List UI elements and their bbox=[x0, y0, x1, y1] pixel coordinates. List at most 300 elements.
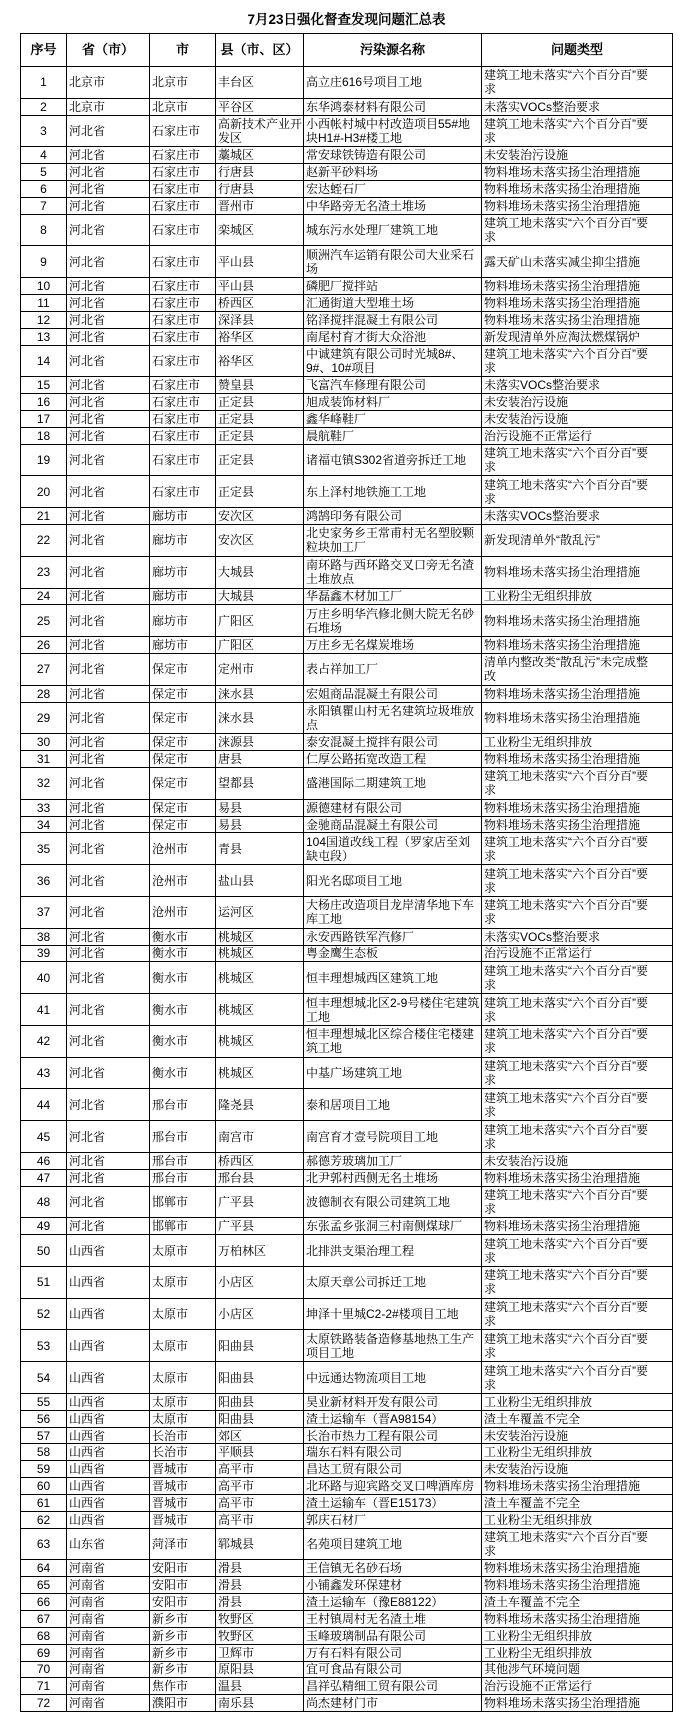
province-cell: 河北省 bbox=[67, 946, 150, 963]
city-cell: 长治市 bbox=[150, 1444, 216, 1461]
province-cell: 河北省 bbox=[67, 800, 150, 817]
source-name-cell: 恒丰理想城北区综合楼住宅楼建筑工地 bbox=[304, 1026, 482, 1058]
city-cell: 菏泽市 bbox=[150, 1529, 216, 1561]
table-row bbox=[21, 246, 673, 278]
table-row bbox=[21, 1678, 673, 1695]
source-name-cell: 渣土运输车（晋E15173） bbox=[304, 1495, 482, 1512]
row-number-cell: 57 bbox=[21, 1428, 67, 1445]
source-name-cell: 渣土运输车（豫E88122） bbox=[304, 1594, 482, 1611]
table-row bbox=[21, 1121, 673, 1153]
issue-type-cell: 未安装治污设施 bbox=[482, 147, 673, 164]
city-cell: 晋城市 bbox=[150, 1495, 216, 1512]
province-cell: 河北省 bbox=[67, 411, 150, 428]
county-cell: 广平县 bbox=[216, 1218, 304, 1235]
issue-type-cell: 渣土车覆盖不完全 bbox=[482, 1411, 673, 1428]
city-cell: 衡水市 bbox=[150, 994, 216, 1026]
source-name-cell: 汇通街道大型堆土场 bbox=[304, 295, 482, 312]
province-cell: 河北省 bbox=[67, 1153, 150, 1170]
source-name-cell: 东华鸿泰材料有限公司 bbox=[304, 99, 482, 116]
source-name-cell: 南宫育才壹号院项目工地 bbox=[304, 1121, 482, 1153]
source-name-cell: 王信镇无名砂石场 bbox=[304, 1560, 482, 1577]
row-number-cell: 28 bbox=[21, 686, 67, 703]
source-name-cell: 北排洪支渠治理工程 bbox=[304, 1235, 482, 1267]
province-cell: 河北省 bbox=[67, 865, 150, 897]
county-cell: 南宫市 bbox=[216, 1121, 304, 1153]
row-number-cell: 41 bbox=[21, 994, 67, 1026]
row-number-cell: 55 bbox=[21, 1394, 67, 1411]
city-cell: 石家庄市 bbox=[150, 329, 216, 346]
city-cell: 保定市 bbox=[150, 654, 216, 686]
table-row bbox=[21, 994, 673, 1026]
county-cell: 牧野区 bbox=[216, 1628, 304, 1645]
table-row bbox=[21, 1026, 673, 1058]
issue-type-cell: 工业粉尘无组织排放 bbox=[482, 734, 673, 751]
issue-type-cell: 建筑工地未落实“六个百分百”要求 bbox=[482, 1267, 673, 1299]
row-number-cell: 42 bbox=[21, 1026, 67, 1058]
source-name-cell: 中华路旁无名渣土堆场 bbox=[304, 198, 482, 215]
city-cell: 保定市 bbox=[150, 751, 216, 768]
table-row bbox=[21, 654, 673, 686]
county-cell: 深泽县 bbox=[216, 312, 304, 329]
county-cell: 栾城区 bbox=[216, 215, 304, 247]
row-number-cell: 23 bbox=[21, 557, 67, 589]
issue-type-cell: 治污设施不正常运行 bbox=[482, 1678, 673, 1695]
county-cell: 桃城区 bbox=[216, 1026, 304, 1058]
province-cell: 河北省 bbox=[67, 525, 150, 557]
county-cell: 桥西区 bbox=[216, 1153, 304, 1170]
row-number-cell: 36 bbox=[21, 865, 67, 897]
province-cell: 河北省 bbox=[67, 817, 150, 834]
source-name-cell: 渣土运输车（晋A98154） bbox=[304, 1411, 482, 1428]
issue-type-cell: 未落实VOCs整治要求 bbox=[482, 377, 673, 394]
row-number-cell: 26 bbox=[21, 637, 67, 654]
province-cell: 河南省 bbox=[67, 1678, 150, 1695]
issue-type-cell: 清单内整改类“散乱污”未完成整改 bbox=[482, 654, 673, 686]
table-row bbox=[21, 833, 673, 865]
city-cell: 石家庄市 bbox=[150, 411, 216, 428]
province-cell: 河南省 bbox=[67, 1594, 150, 1611]
province-cell: 河南省 bbox=[67, 1611, 150, 1628]
row-number-cell: 72 bbox=[21, 1695, 67, 1712]
source-name-cell: 玉峰玻璃制品有限公司 bbox=[304, 1628, 482, 1645]
city-cell: 新乡市 bbox=[150, 1662, 216, 1679]
source-name-cell: 阳光名邸项目工地 bbox=[304, 865, 482, 897]
county-cell: 涞源县 bbox=[216, 734, 304, 751]
source-name-cell: 太原天章公司拆迁工地 bbox=[304, 1267, 482, 1299]
province-cell: 山西省 bbox=[67, 1267, 150, 1299]
county-cell: 正定县 bbox=[216, 394, 304, 411]
table-row bbox=[21, 817, 673, 834]
city-cell: 廊坊市 bbox=[150, 508, 216, 525]
county-cell: 平谷区 bbox=[216, 99, 304, 116]
source-name-cell: 城东污水处理厂建筑工地 bbox=[304, 215, 482, 247]
city-cell: 沧州市 bbox=[150, 865, 216, 897]
issue-type-cell: 物料堆场未落实扬尘治理措施 bbox=[482, 817, 673, 834]
source-name-cell: 常安球铁铸造有限公司 bbox=[304, 147, 482, 164]
county-cell: 万柏林区 bbox=[216, 1235, 304, 1267]
issue-type-cell: 物料堆场未落实扬尘治理措施 bbox=[482, 181, 673, 198]
county-cell: 晋州市 bbox=[216, 198, 304, 215]
row-number-cell: 5 bbox=[21, 164, 67, 181]
city-cell: 保定市 bbox=[150, 734, 216, 751]
table-row bbox=[21, 181, 673, 198]
source-name-cell: 中远通达物流项目工地 bbox=[304, 1362, 482, 1394]
county-cell: 牧野区 bbox=[216, 1611, 304, 1628]
city-cell: 安阳市 bbox=[150, 1594, 216, 1611]
issue-type-cell: 建筑工地未落实“六个百分百”要求 bbox=[482, 1058, 673, 1090]
table-row bbox=[21, 198, 673, 215]
city-cell: 邢台市 bbox=[150, 1089, 216, 1121]
city-cell: 邢台市 bbox=[150, 1153, 216, 1170]
county-cell: 广平县 bbox=[216, 1187, 304, 1219]
city-cell: 邢台市 bbox=[150, 1121, 216, 1153]
issues-table bbox=[20, 33, 673, 1712]
source-name-cell: 万庄乡明华汽修北侧大院无名砂石堆场 bbox=[304, 605, 482, 637]
issue-type-cell: 物料堆场未落实扬尘治理措施 bbox=[482, 1695, 673, 1712]
row-number-cell: 12 bbox=[21, 312, 67, 329]
source-name-cell: 仁厚公路拓宽改造工程 bbox=[304, 751, 482, 768]
city-cell: 保定市 bbox=[150, 800, 216, 817]
table-row bbox=[21, 525, 673, 557]
province-cell: 河北省 bbox=[67, 557, 150, 589]
issue-type-cell: 物料堆场未落实扬尘治理措施 bbox=[482, 703, 673, 735]
county-cell: 隆尧县 bbox=[216, 1089, 304, 1121]
source-name-cell: 宜可食品有限公司 bbox=[304, 1662, 482, 1679]
source-name-cell: 南尾村育才街大众浴池 bbox=[304, 329, 482, 346]
row-number-cell: 14 bbox=[21, 346, 67, 378]
issue-type-cell: 渣土车覆盖不完全 bbox=[482, 1594, 673, 1611]
province-cell: 河北省 bbox=[67, 164, 150, 181]
province-cell: 河北省 bbox=[67, 734, 150, 751]
county-cell: 卫辉市 bbox=[216, 1645, 304, 1662]
city-cell: 衡水市 bbox=[150, 1058, 216, 1090]
issue-type-cell: 工业粉尘无组织排放 bbox=[482, 1512, 673, 1529]
header-cell-county: 县（市、区） bbox=[216, 34, 304, 67]
table-row bbox=[21, 1478, 673, 1495]
table-row bbox=[21, 1089, 673, 1121]
source-name-cell: 顺洲汽车运销有限公司大业采石场 bbox=[304, 246, 482, 278]
row-number-cell: 24 bbox=[21, 589, 67, 606]
city-cell: 保定市 bbox=[150, 686, 216, 703]
row-number-cell: 22 bbox=[21, 525, 67, 557]
row-number-cell: 53 bbox=[21, 1330, 67, 1362]
province-cell: 河北省 bbox=[67, 751, 150, 768]
table-row bbox=[21, 312, 673, 329]
table-row bbox=[21, 1594, 673, 1611]
province-cell: 河南省 bbox=[67, 1695, 150, 1712]
issue-type-cell: 物料堆场未落实扬尘治理措施 bbox=[482, 751, 673, 768]
issue-type-cell: 物料堆场未落实扬尘治理措施 bbox=[482, 1478, 673, 1495]
issue-type-cell: 工业粉尘无组织排放 bbox=[482, 1444, 673, 1461]
city-cell: 衡水市 bbox=[150, 946, 216, 963]
table-row bbox=[21, 1529, 673, 1561]
city-cell: 焦作市 bbox=[150, 1678, 216, 1695]
province-cell: 山西省 bbox=[67, 1428, 150, 1445]
issue-type-cell: 未落实VOCs整治要求 bbox=[482, 929, 673, 946]
source-name-cell: 瑞东石料有限公司 bbox=[304, 1444, 482, 1461]
issue-type-cell: 物料堆场未落实扬尘治理措施 bbox=[482, 295, 673, 312]
county-cell: 涞水县 bbox=[216, 686, 304, 703]
table-row bbox=[21, 1187, 673, 1219]
row-number-cell: 38 bbox=[21, 929, 67, 946]
row-number-cell: 56 bbox=[21, 1411, 67, 1428]
province-cell: 河北省 bbox=[67, 1026, 150, 1058]
county-cell: 桃城区 bbox=[216, 994, 304, 1026]
province-cell: 河北省 bbox=[67, 428, 150, 445]
province-cell: 河北省 bbox=[67, 833, 150, 865]
issue-type-cell: 治污设施不正常运行 bbox=[482, 946, 673, 963]
page-title: 7月23日强化督查发现问题汇总表 bbox=[247, 12, 446, 27]
province-cell: 河北省 bbox=[67, 198, 150, 215]
province-cell: 山西省 bbox=[67, 1512, 150, 1529]
source-name-cell: 东张孟乡张洞三村南侧煤球厂 bbox=[304, 1218, 482, 1235]
county-cell: 行唐县 bbox=[216, 164, 304, 181]
county-cell: 安次区 bbox=[216, 525, 304, 557]
province-cell: 河北省 bbox=[67, 116, 150, 148]
header-cell-number: 序号 bbox=[21, 34, 67, 67]
city-cell: 衡水市 bbox=[150, 962, 216, 994]
province-cell: 河北省 bbox=[67, 1187, 150, 1219]
county-cell: 阳曲县 bbox=[216, 1411, 304, 1428]
row-number-cell: 40 bbox=[21, 962, 67, 994]
province-cell: 河北省 bbox=[67, 295, 150, 312]
county-cell: 高平市 bbox=[216, 1512, 304, 1529]
row-number-cell: 25 bbox=[21, 605, 67, 637]
issue-type-cell: 物料堆场未落实扬尘治理措施 bbox=[482, 1218, 673, 1235]
table-row bbox=[21, 295, 673, 312]
province-cell: 山西省 bbox=[67, 1394, 150, 1411]
row-number-cell: 45 bbox=[21, 1121, 67, 1153]
issue-type-cell: 建筑工地未落实“六个百分百”要求 bbox=[482, 1187, 673, 1219]
issue-type-cell: 未落实VOCs整治要求 bbox=[482, 99, 673, 116]
source-name-cell: 104国道改线工程（罗家店至刘缺屯段） bbox=[304, 833, 482, 865]
issue-type-cell: 建筑工地未落实“六个百分百”要求 bbox=[482, 897, 673, 929]
table-row bbox=[21, 1411, 673, 1428]
source-name-cell: 东上泽村地铁施工工地 bbox=[304, 476, 482, 508]
county-cell: 广阳区 bbox=[216, 605, 304, 637]
county-cell: 小店区 bbox=[216, 1267, 304, 1299]
province-cell: 山西省 bbox=[67, 1444, 150, 1461]
header-cell-issue-type: 问题类型 bbox=[482, 34, 673, 67]
province-cell: 河南省 bbox=[67, 1560, 150, 1577]
province-cell: 河北省 bbox=[67, 605, 150, 637]
issue-type-cell: 建筑工地未落实“六个百分百”要求 bbox=[482, 865, 673, 897]
county-cell: 涞水县 bbox=[216, 703, 304, 735]
table-row bbox=[21, 734, 673, 751]
table-row bbox=[21, 215, 673, 247]
county-cell: 运河区 bbox=[216, 897, 304, 929]
city-cell: 衡水市 bbox=[150, 929, 216, 946]
table-row bbox=[21, 865, 673, 897]
city-cell: 石家庄市 bbox=[150, 476, 216, 508]
table-row bbox=[21, 929, 673, 946]
issue-type-cell: 物料堆场未落实扬尘治理措施 bbox=[482, 164, 673, 181]
county-cell: 望都县 bbox=[216, 768, 304, 800]
row-number-cell: 54 bbox=[21, 1362, 67, 1394]
county-cell: 裕华区 bbox=[216, 346, 304, 378]
province-cell: 山西省 bbox=[67, 1411, 150, 1428]
table-row bbox=[21, 1560, 673, 1577]
row-number-cell: 49 bbox=[21, 1218, 67, 1235]
table-row bbox=[21, 962, 673, 994]
city-cell: 石家庄市 bbox=[150, 164, 216, 181]
issue-type-cell: 建筑工地未落实“六个百分百”要求 bbox=[482, 1362, 673, 1394]
city-cell: 北京市 bbox=[150, 99, 216, 116]
row-number-cell: 31 bbox=[21, 751, 67, 768]
source-name-cell: 宏达蛭石厂 bbox=[304, 181, 482, 198]
row-number-cell: 30 bbox=[21, 734, 67, 751]
city-cell: 沧州市 bbox=[150, 833, 216, 865]
source-name-cell: 铭泽搅拌混凝土有限公司 bbox=[304, 312, 482, 329]
table-row bbox=[21, 164, 673, 181]
county-cell: 桃城区 bbox=[216, 1058, 304, 1090]
city-cell: 石家庄市 bbox=[150, 147, 216, 164]
county-cell: 唐县 bbox=[216, 751, 304, 768]
city-cell: 石家庄市 bbox=[150, 246, 216, 278]
row-number-cell: 46 bbox=[21, 1153, 67, 1170]
table-row bbox=[21, 1611, 673, 1628]
source-name-cell: 长治市热力工程有限公司 bbox=[304, 1428, 482, 1445]
row-number-cell: 21 bbox=[21, 508, 67, 525]
issue-type-cell: 建筑工地未落实“六个百分百”要求 bbox=[482, 768, 673, 800]
province-cell: 北京市 bbox=[67, 67, 150, 99]
issue-type-cell: 未落实VOCs整治要求 bbox=[482, 508, 673, 525]
row-number-cell: 20 bbox=[21, 476, 67, 508]
issue-type-cell: 建筑工地未落实“六个百分百”要求 bbox=[482, 67, 673, 99]
county-cell: 小店区 bbox=[216, 1299, 304, 1331]
source-name-cell: 源德建材有限公司 bbox=[304, 800, 482, 817]
table-row bbox=[21, 637, 673, 654]
county-cell: 易县 bbox=[216, 800, 304, 817]
source-name-cell: 华磊鑫木材加工厂 bbox=[304, 589, 482, 606]
table-row bbox=[21, 1695, 673, 1712]
province-cell: 河南省 bbox=[67, 1662, 150, 1679]
issue-type-cell: 物料堆场未落实扬尘治理措施 bbox=[482, 800, 673, 817]
province-cell: 河北省 bbox=[67, 897, 150, 929]
issue-type-cell: 建筑工地未落实“六个百分百”要求 bbox=[482, 962, 673, 994]
source-name-cell: 诸福屯镇S302省道旁拆迁工地 bbox=[304, 445, 482, 477]
source-name-cell: 昌祥弘精细工贸有限公司 bbox=[304, 1678, 482, 1695]
row-number-cell: 37 bbox=[21, 897, 67, 929]
issue-type-cell: 露天矿山未落实减尘抑尘措施 bbox=[482, 246, 673, 278]
source-name-cell: 坤泽十里城C2-2#楼项目工地 bbox=[304, 1299, 482, 1331]
issue-type-cell: 建筑工地未落实“六个百分百”要求 bbox=[482, 1089, 673, 1121]
city-cell: 晋城市 bbox=[150, 1461, 216, 1478]
source-name-cell: 中诚建筑有限公司时光城8#、9#、10#项目 bbox=[304, 346, 482, 378]
source-name-cell: 昊业新材料开发有限公司 bbox=[304, 1394, 482, 1411]
city-cell: 石家庄市 bbox=[150, 198, 216, 215]
province-cell: 河南省 bbox=[67, 1628, 150, 1645]
row-number-cell: 69 bbox=[21, 1645, 67, 1662]
issue-type-cell: 物料堆场未落实扬尘治理措施 bbox=[482, 312, 673, 329]
source-name-cell: 鑫华峰鞋厂 bbox=[304, 411, 482, 428]
issue-type-cell: 工业粉尘无组织排放 bbox=[482, 1628, 673, 1645]
header-cell-source-name: 污染源名称 bbox=[304, 34, 482, 67]
province-cell: 山西省 bbox=[67, 1495, 150, 1512]
province-cell: 河北省 bbox=[67, 929, 150, 946]
province-cell: 河北省 bbox=[67, 654, 150, 686]
source-name-cell: 万庄乡无名煤炭堆场 bbox=[304, 637, 482, 654]
issue-type-cell: 未安装治污设施 bbox=[482, 394, 673, 411]
city-cell: 太原市 bbox=[150, 1235, 216, 1267]
table-row bbox=[21, 1170, 673, 1187]
source-name-cell: 高立庄616号项目工地 bbox=[304, 67, 482, 99]
city-cell: 长治市 bbox=[150, 1428, 216, 1445]
county-cell: 安次区 bbox=[216, 508, 304, 525]
issue-type-cell: 未安装治污设施 bbox=[482, 1153, 673, 1170]
issue-type-cell: 建筑工地未落实“六个百分百”要求 bbox=[482, 215, 673, 247]
source-name-cell: 永阳镇瞿山村无名建筑垃圾堆放点 bbox=[304, 703, 482, 735]
county-cell: 阳曲县 bbox=[216, 1394, 304, 1411]
table-row bbox=[21, 346, 673, 378]
row-number-cell: 61 bbox=[21, 1495, 67, 1512]
province-cell: 河南省 bbox=[67, 1577, 150, 1594]
county-cell: 温县 bbox=[216, 1678, 304, 1695]
table-row bbox=[21, 394, 673, 411]
source-name-cell: 晨航鞋厂 bbox=[304, 428, 482, 445]
county-cell: 裕华区 bbox=[216, 329, 304, 346]
source-name-cell: 小铺鑫发环保建材 bbox=[304, 1577, 482, 1594]
source-name-cell: 飞富汽车修理有限公司 bbox=[304, 377, 482, 394]
city-cell: 安阳市 bbox=[150, 1560, 216, 1577]
row-number-cell: 50 bbox=[21, 1235, 67, 1267]
row-number-cell: 63 bbox=[21, 1529, 67, 1561]
table-row bbox=[21, 1577, 673, 1594]
county-cell: 盐山县 bbox=[216, 865, 304, 897]
city-cell: 邢台市 bbox=[150, 1170, 216, 1187]
table-row bbox=[21, 1495, 673, 1512]
issue-type-cell: 建筑工地未落实“六个百分百”要求 bbox=[482, 1026, 673, 1058]
row-number-cell: 11 bbox=[21, 295, 67, 312]
source-name-cell: 小西帐村城中村改造项目55#地块H1#-H3#楼工地 bbox=[304, 116, 482, 148]
issue-type-cell: 物料堆场未落实扬尘治理措施 bbox=[482, 198, 673, 215]
row-number-cell: 71 bbox=[21, 1678, 67, 1695]
issue-type-cell: 物料堆场未落实扬尘治理措施 bbox=[482, 637, 673, 654]
source-name-cell: 北史家务乡王常甫村无名塑胶颗粒块加工厂 bbox=[304, 525, 482, 557]
city-cell: 石家庄市 bbox=[150, 278, 216, 295]
table-row bbox=[21, 445, 673, 477]
table-row bbox=[21, 946, 673, 963]
province-cell: 河北省 bbox=[67, 476, 150, 508]
row-number-cell: 2 bbox=[21, 99, 67, 116]
province-cell: 山西省 bbox=[67, 1330, 150, 1362]
county-cell: 青县 bbox=[216, 833, 304, 865]
city-cell: 石家庄市 bbox=[150, 312, 216, 329]
table-row bbox=[21, 1394, 673, 1411]
county-cell: 大城县 bbox=[216, 589, 304, 606]
issue-type-cell: 建筑工地未落实“六个百分百”要求 bbox=[482, 116, 673, 148]
row-number-cell: 15 bbox=[21, 377, 67, 394]
province-cell: 河北省 bbox=[67, 508, 150, 525]
header-cell-province: 省（市） bbox=[67, 34, 150, 67]
header-cell-city: 市 bbox=[150, 34, 216, 67]
county-cell: 平山县 bbox=[216, 278, 304, 295]
province-cell: 河北省 bbox=[67, 768, 150, 800]
province-cell: 河北省 bbox=[67, 703, 150, 735]
table-row bbox=[21, 605, 673, 637]
table-row bbox=[21, 1058, 673, 1090]
issue-type-cell: 建筑工地未落实“六个百分百”要求 bbox=[482, 833, 673, 865]
source-name-cell: 盛港国际二期建筑工地 bbox=[304, 768, 482, 800]
source-name-cell: 王村镇周村无名渣土堆 bbox=[304, 1611, 482, 1628]
city-cell: 邯郸市 bbox=[150, 1218, 216, 1235]
county-cell: 郊区 bbox=[216, 1428, 304, 1445]
province-cell: 河北省 bbox=[67, 1218, 150, 1235]
province-cell: 河北省 bbox=[67, 312, 150, 329]
issue-type-cell: 物料堆场未落实扬尘治理措施 bbox=[482, 1577, 673, 1594]
row-number-cell: 3 bbox=[21, 116, 67, 148]
county-cell: 桃城区 bbox=[216, 946, 304, 963]
